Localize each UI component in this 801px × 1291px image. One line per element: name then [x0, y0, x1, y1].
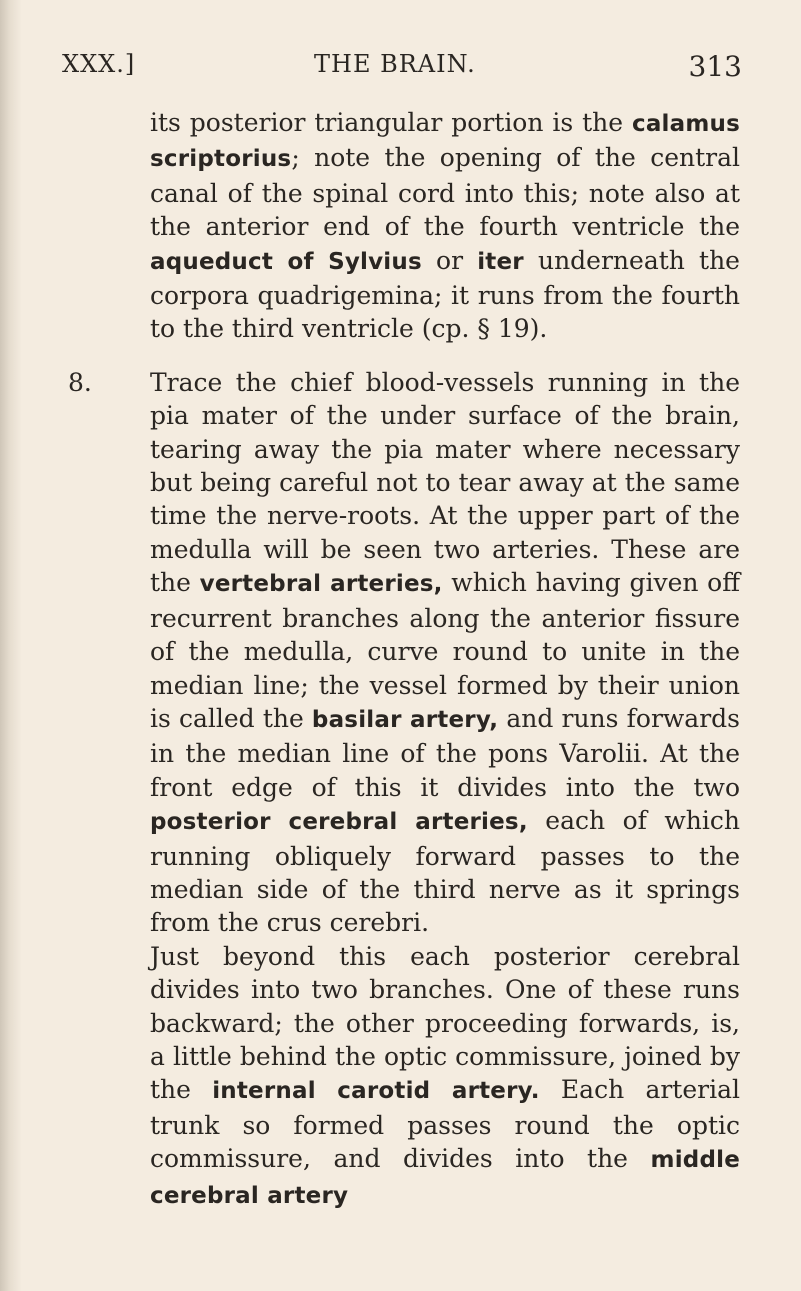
paragraph-continuation: [68, 106, 740, 346]
running-title: THE BRAIN.: [314, 50, 476, 78]
term-middle-cerebral-artery: middle cerebral artery: [150, 1147, 740, 1209]
text-run: Each arterial trunk so formed passes round the optic commissure, and divides into the: [150, 1075, 740, 1174]
text-run: Just beyond this each posterior cerebral divides into two branches. One of these runs backward; the other proceeding forwards, is, a little behind the optic commissure, joined by the: [150, 941, 740, 1105]
term-posterior-cerebral-arteries: posterior cerebral arteries,: [150, 809, 528, 836]
term-internal-carotid-artery: internal carotid artery.: [212, 1078, 540, 1105]
page-spine-shadow: [0, 0, 22, 1291]
chapter-marker: XXX.]: [62, 50, 136, 78]
page-number: 313: [688, 50, 742, 83]
term-iter: iter: [477, 248, 524, 275]
text-run: and runs forwards in the median line of the pons Varolii. At the front edge of this it divides into the two: [150, 703, 740, 802]
text-run: underneath the corpora quadrigemina; it runs from the fourth to the third ventricle (cp. § 19).: [150, 245, 740, 344]
text-run: ; note the opening of the central canal of the spinal cord into this; note also at the anterior end of the fourth ventricle the: [150, 143, 740, 242]
term-aqueduct-of-sylvius: aqueduct of Sylvius: [150, 248, 422, 275]
paragraph-step-8: [68, 366, 740, 940]
page-body: [68, 106, 740, 1213]
step-number: 8.: [68, 367, 92, 397]
term-calamus-scriptorius: calamus scriptorius: [150, 111, 740, 173]
term-basilar-artery: basilar artery,: [311, 706, 499, 733]
text-run: each of which running obliquely forward passes to the median side of the third nerve as it springs from the crus cerebri.: [150, 806, 740, 938]
text-run: Trace the chief blood-vessels running in the pia mater of the under surface of the brain, tearing away the pia mater where necessary but being careful not to tear away at the same time the nerve-roots. At the upper part of the medulla will be seen two arteries. These are the: [150, 367, 740, 598]
paragraph-continuation-2: [68, 940, 740, 1213]
text-run: which having given off recurrent branches along the anterior fissure of the medulla, curve round to unite in the median line; the vessel formed by their union is called the: [150, 568, 740, 733]
text-run: or: [421, 245, 478, 275]
term-vertebral-arteries: vertebral arteries,: [199, 571, 443, 598]
text-run: its posterior triangular portion is the: [150, 108, 632, 137]
running-header: [62, 50, 742, 90]
